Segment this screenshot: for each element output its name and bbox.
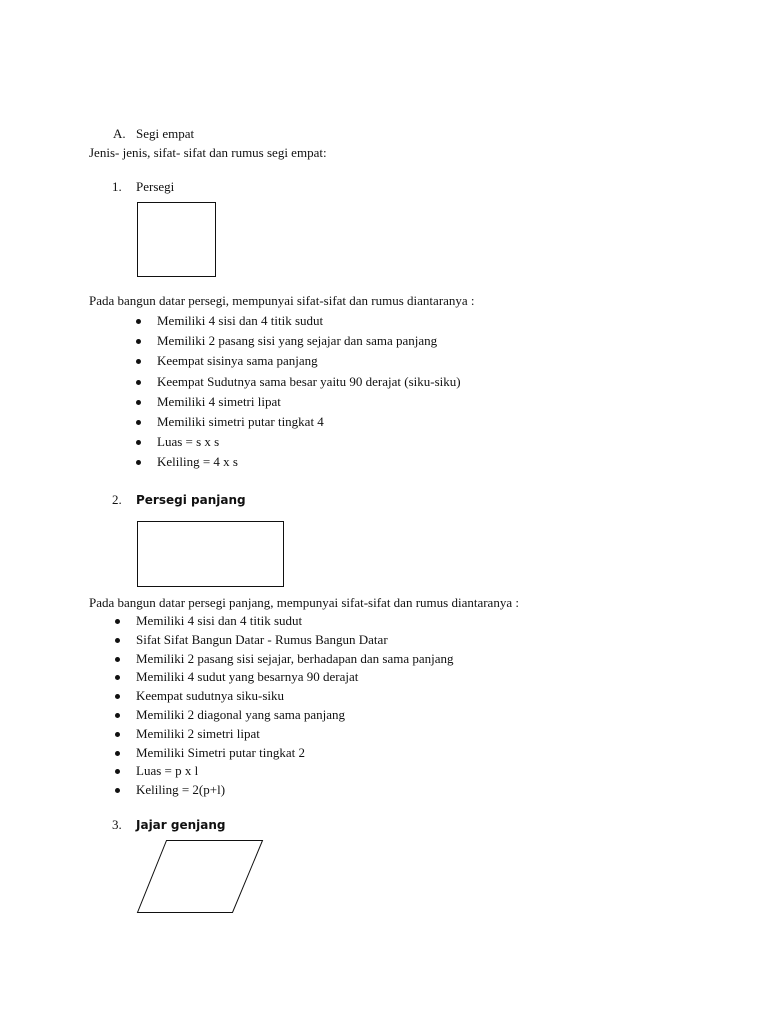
bullet-icon xyxy=(115,713,120,718)
heading-persegi-panjang: Persegi panjang xyxy=(136,493,246,507)
bullet-icon xyxy=(115,619,120,624)
bullet-icon xyxy=(115,751,120,756)
bullet-icon xyxy=(136,440,141,445)
bullet-icon xyxy=(115,694,120,699)
bullet-icon xyxy=(136,339,141,344)
bullet-icon xyxy=(115,788,120,793)
bullet-icon xyxy=(136,400,141,405)
bullet-icon xyxy=(115,732,120,737)
bullet-icon xyxy=(136,359,141,364)
section-marker: A. xyxy=(113,126,126,141)
item-number-jajar-genjang: 3. xyxy=(112,817,122,832)
lead-persegi: Pada bangun datar persegi, mempunyai sifat-sifat dan rumus diantaranya : xyxy=(89,293,475,308)
bullet-icon xyxy=(115,657,120,662)
item-number-persegi: 1. xyxy=(112,179,122,194)
square-figure xyxy=(137,202,216,277)
intro-text: Jenis- jenis, sifat- sifat dan rumus segi empat: xyxy=(89,145,327,160)
lead-persegi-panjang: Pada bangun datar persegi panjang, mempunyai sifat-sifat dan rumus diantaranya : xyxy=(89,595,519,610)
heading-persegi: Persegi xyxy=(136,179,175,194)
heading-jajar-genjang: Jajar genjang xyxy=(136,818,226,832)
rectangle-figure xyxy=(137,521,284,587)
parallelogram-figure xyxy=(130,835,270,919)
bullet-icon xyxy=(136,380,141,385)
bullet-icon xyxy=(136,420,141,425)
section-title: Segi empat xyxy=(136,126,195,141)
bullet-icon xyxy=(115,638,120,643)
bullet-icon xyxy=(136,319,141,324)
bullet-icon xyxy=(115,675,120,680)
parallelogram-shape xyxy=(138,841,263,913)
bullet-icon xyxy=(115,769,120,774)
item-number-persegi-panjang: 2. xyxy=(112,492,122,507)
bullet-icon xyxy=(136,460,141,465)
